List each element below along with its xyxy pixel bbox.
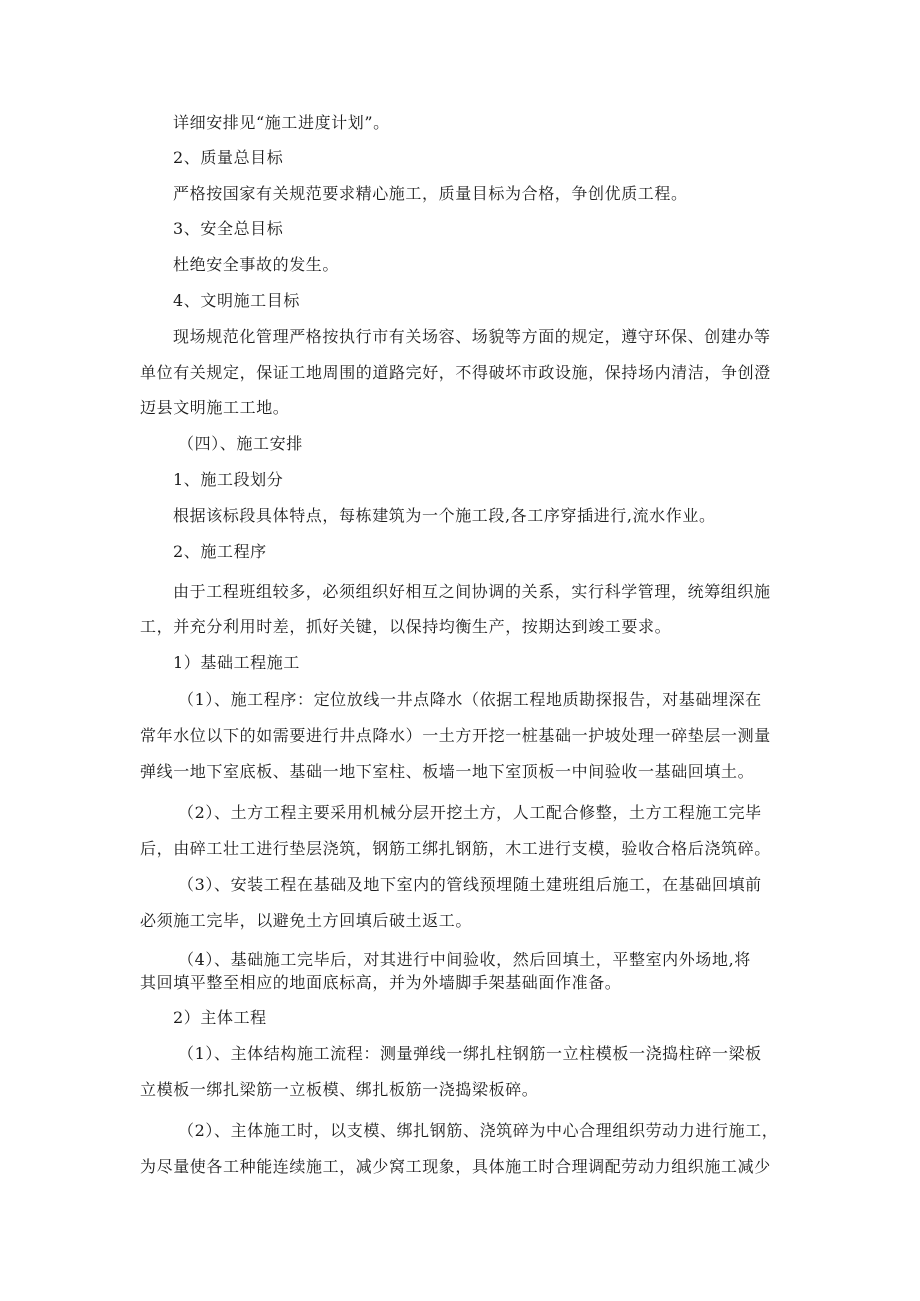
text-line: （1）、施工程序：定位放线一井点降水（依据工程地质勘探报告，对基础埋深在: [178, 690, 762, 709]
text-line: （2）、主体施工时，以支模、绑扎钢筋、浇筑碎为中心合理组织劳动力进行施工，: [178, 1121, 779, 1140]
section-heading: 2、施工程序: [173, 542, 267, 561]
section-heading: 1、施工段划分: [173, 470, 284, 489]
text-line: 根据该标段具体特点，每栋建筑为一个施工段,各工序穿插进行,流水作业。: [173, 506, 716, 525]
text-line: 必须施工完毕，以避免土方回填后破土返工。: [140, 911, 473, 930]
text-line: （3）、安装工程在基础及地下室内的管线预埋随土建班组后施工，在基础回填前: [178, 875, 762, 894]
text-line: 由于工程班组较多，必须组织好相互之间协调的关系，实行科学管理，统筹组织施: [173, 582, 771, 601]
section-heading: 2、质量总目标: [173, 148, 284, 167]
text-line: 详细安排见“施工进度计划”。: [173, 113, 390, 132]
text-line: 为尽量使各工种能连续施工，减少窝工现象，具体施工时合理调配劳动力组织施工减少: [140, 1157, 771, 1176]
text-line: 现场规范化管理严格按执行市有关场容、场貌等方面的规定，遵守环保、创建办等: [173, 327, 771, 346]
section-heading: 4、文明施工目标: [173, 291, 300, 310]
text-line: 杜绝安全事故的发生。: [173, 255, 340, 274]
section-heading: （四）、施工安排: [178, 434, 303, 453]
text-line: （1）、主体结构施工流程：测量弹线一绑扎柱钢筋一立柱模板一浇捣柱碎一梁板: [178, 1044, 762, 1063]
text-line: 严格按国家有关规范要求精心施工，质量目标为合格，争创优质工程。: [173, 184, 688, 203]
text-line: 迈县文明施工工地。: [140, 398, 290, 417]
text-line: （4）、基础施工完毕后，对其进行中间验收，然后回填土，平整室内外场地,将: [178, 950, 751, 969]
text-line: 其回填平整至相应的地面底标高，并为外墙脚手架基础面作准备。: [140, 973, 622, 992]
text-line: 立模板一绑扎梁筋一立板模、绑扎板筋一浇捣梁板碎。: [140, 1080, 539, 1099]
text-line: （2）、土方工程主要采用机械分层开挖土方，人工配合修整，土方工程施工完毕: [178, 803, 762, 822]
text-line: 单位有关规定，保证工地周围的道路完好，不得破坏市政设施，保持场内清洁，争创澄: [140, 363, 771, 382]
section-heading: 3、安全总目标: [173, 219, 284, 238]
section-heading: 1）基础工程施工: [173, 653, 300, 672]
text-line: 工，并充分利用时差，抓好关键，以保持均衡生产，按期达到竣工要求。: [140, 617, 672, 636]
section-heading: 2）主体工程: [173, 1008, 267, 1027]
text-line: 常年水位以下的如需要进行井点降水）一土方开挖一桩基础一护坡处理一碎垫层一测量: [140, 726, 771, 745]
text-line: 后，由碎工壮工进行垫层浇筑，钢筋工绑扎钢筋，木工进行支模，验收合格后浇筑碎。: [140, 839, 771, 858]
text-line: 弹线一地下室底板、基础一地下室柱、板墙一地下室顶板一中间验收一基础回填土。: [140, 762, 755, 781]
